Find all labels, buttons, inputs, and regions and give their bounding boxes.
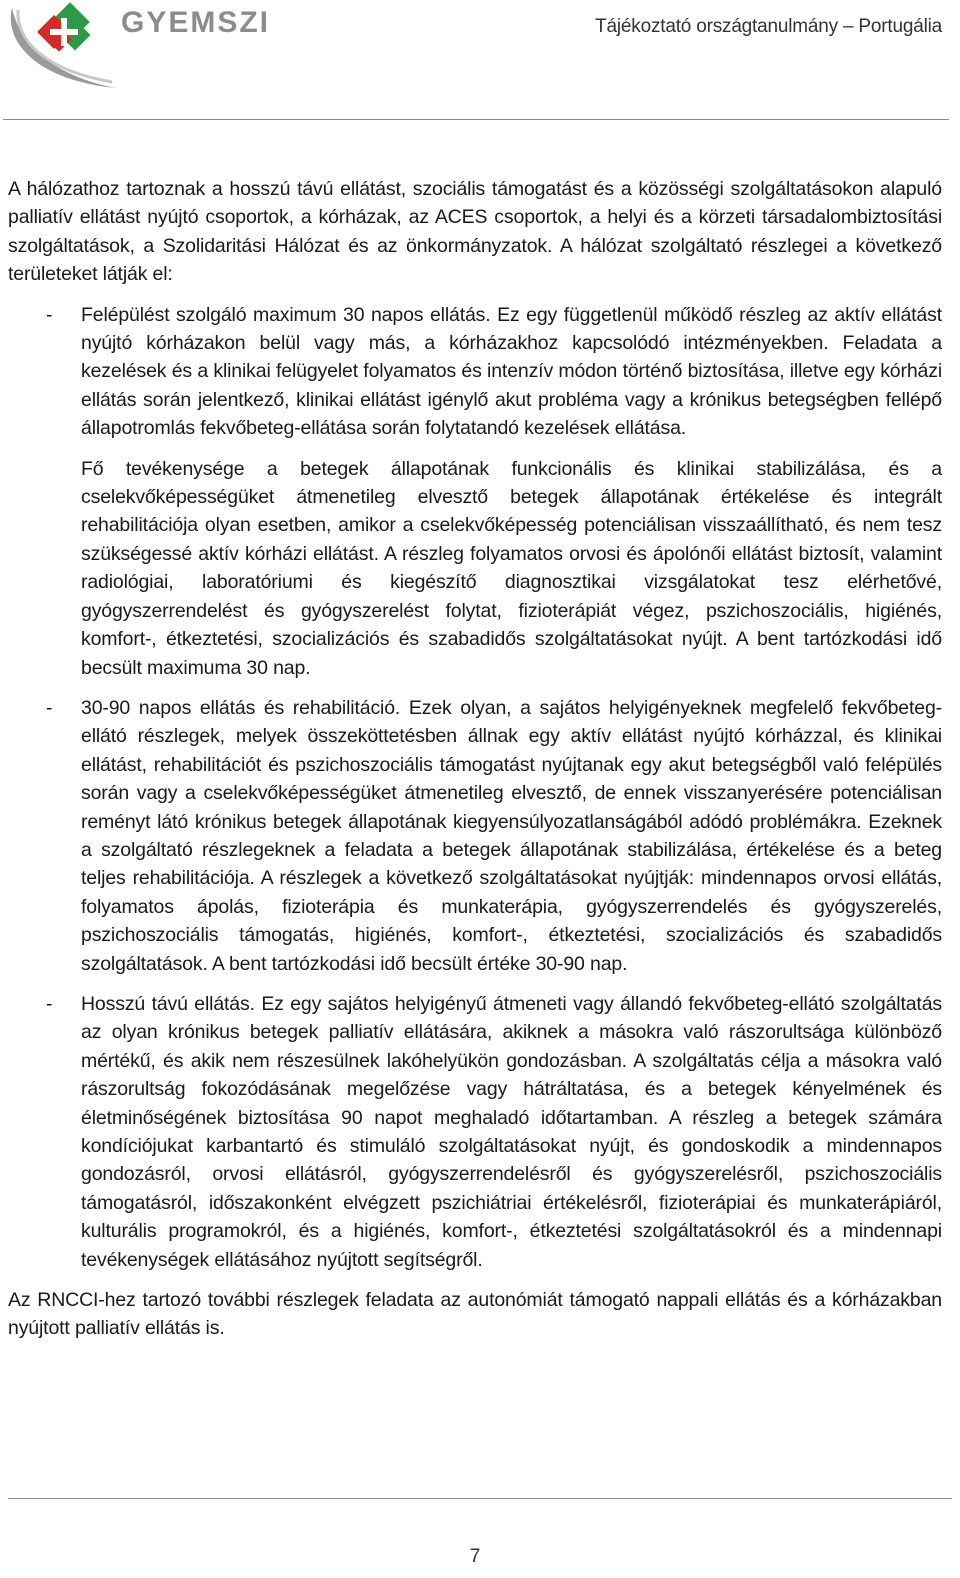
logo-emblem-icon: [4, 0, 124, 95]
list-item-paragraph: 30-90 napos ellátás és rehabilitáció. Ezek olyan, a sajátos helyigényeknek megfelelő fekvőbeteg-ellátó részlegek, melyek összeköttetésben állnak egy aktív ellátást nyújtó kórházzal, és klinikai ellátást, rehabilitációt és pszichoszociális támogatást nyújtanak egy akut betegségből való felépülés során vagy a cselekvőképességüket átmenetileg elvesztő, de ennek visszanyerésére potenciálisan reményt látó krónikus betegek állapotának kiegyensúlyozatlanságából adódó problémákra. Ezeknek a szolgáltató részlegeknek a feladata a betegek állapotának stabilizálása, értékelése és a beteg teljes rehabilitációja. A részlegek a következő szolgáltatásokat nyújtják: mindennapos orvosi ellátás, folyamatos ápolás, fizioterápia és munkaterápia, gyógyszerrendelés és gyógyszerelés, pszichoszociális támogatás, higiénés, komfort-, étkeztetési, szocializációs és szabadidős szolgáltatások. A bent tartózkodási idő becsült értéke 30-90 nap.: [81, 696, 942, 975]
intro-paragraph: A hálózathoz tartoznak a hosszú távú ellátást, szociális támogatást és a közösségi szolgáltatásokon alapuló palliatív ellátást nyújtó csoportok, a kórházak, az ACES csoportok, a helyi és a körzeti társadalombiztosítási szolgáltatások, a Szolidaritási Hálózat és az önkormányzatok. A hálózat szolgáltató részlegei a következő területeket látják el:: [8, 178, 942, 286]
page-number: 7: [469, 1546, 481, 1567]
footer-divider: [8, 1498, 952, 1499]
list-item-recovery-care: [8, 301, 942, 682]
list-bullet: -: [46, 303, 53, 326]
logo-text: GYEMSZI: [121, 6, 271, 39]
gyemszi-logo: [4, 0, 304, 95]
list-item-paragraph: Felépülést szolgáló maximum 30 napos ellátás. Ez egy függetlenül működő részleg az aktív ellátást nyújtó kórházakon belül vagy más, a kórházakhoz kapcsolódó intézményekben. Feladata a kezelések és a klinikai felügyelet folyamatos és intenzív módon történő biztosítása, illetve egy kórházi ellátás során jelentkező, klinikai ellátást igénylő akut probléma vagy a krónikus betegségben fellépő állapotromlás fekvőbeteg-ellátása során folytatandó kezelések ellátása.: [81, 303, 942, 440]
list-item-rehabilitation-care: [8, 694, 942, 978]
header-divider: [3, 119, 949, 120]
list-bullet: -: [46, 992, 53, 1015]
document-body: [8, 175, 942, 1343]
list-item-paragraph: Hosszú távú ellátás. Ez egy sajátos helyigényű átmeneti vagy állandó fekvőbeteg-ellátó szolgáltatás az olyan krónikus betegek palliatív ellátására, akiknek a másokra való rászorultsága különböző mértékű, és akik nem részesülnek lakóhelyükön gondozásban. A szolgáltatás célja a másokra való rászorultság fokozódásának megelőzése vagy hátráltatása, és a betegek kényelmének és életminőségének biztosítása 90 napot meghaladó időtartamban. A részleg a betegek számára kondíciójukat karbantartó és stimuláló szolgáltatásokat nyújt, és gondoskodik a mindennapos gondozásról, orvosi ellátásról, gyógyszerrendelésről és gyógyszerelésről, pszichoszociális támogatásról, időszakonként elvégzett pszichiátriai értékelésről, fizioterápiai és munkaterápiáról, kulturális programokról, és a higiénés, komfort-, étkeztetési szolgáltatásokról és a mindennapi tevékenységek ellátásához nyújtott segítségről.: [81, 992, 942, 1271]
service-unit-list: [8, 301, 942, 1274]
list-bullet: -: [46, 696, 53, 719]
closing-paragraph: Az RNCCI-hez tartozó további részlegek feladata az autonómiát támogató nappali ellátás és a kórházakban nyújtott palliatív ellátás is.: [8, 1289, 942, 1340]
document-header-title: Tájékoztató országtanulmány – Portugália: [595, 16, 942, 37]
list-item-long-term-care: [8, 990, 942, 1274]
list-item-paragraph: Fő tevékenysége a betegek állapotának funkcionális és klinikai stabilizálása, és a cselekvőképességüket átmenetileg elvesztő betegek állapotának értékelése és integrált rehabilitációja olyan esetben, amikor a cselekvőképesség potenciálisan visszaállítható, és nem tesz szükségessé aktív kórházi ellátást. A részleg folyamatos orvosi és ápolónői ellátást biztosít, valamint radiológiai, laboratóriumi és kiegészítő diagnosztikai vizsgálatokat tesz elérhetővé, gyógyszerrendelést és gyógyszerelést folytat, fizioterápiát végez, pszichoszociális, higiénés, komfort-, étkeztetési, szocializációs és szabadidős szolgáltatásokat nyújt. A bent tartózkodási idő becsült maximuma 30 nap.: [81, 457, 942, 679]
page-header: [0, 0, 960, 122]
